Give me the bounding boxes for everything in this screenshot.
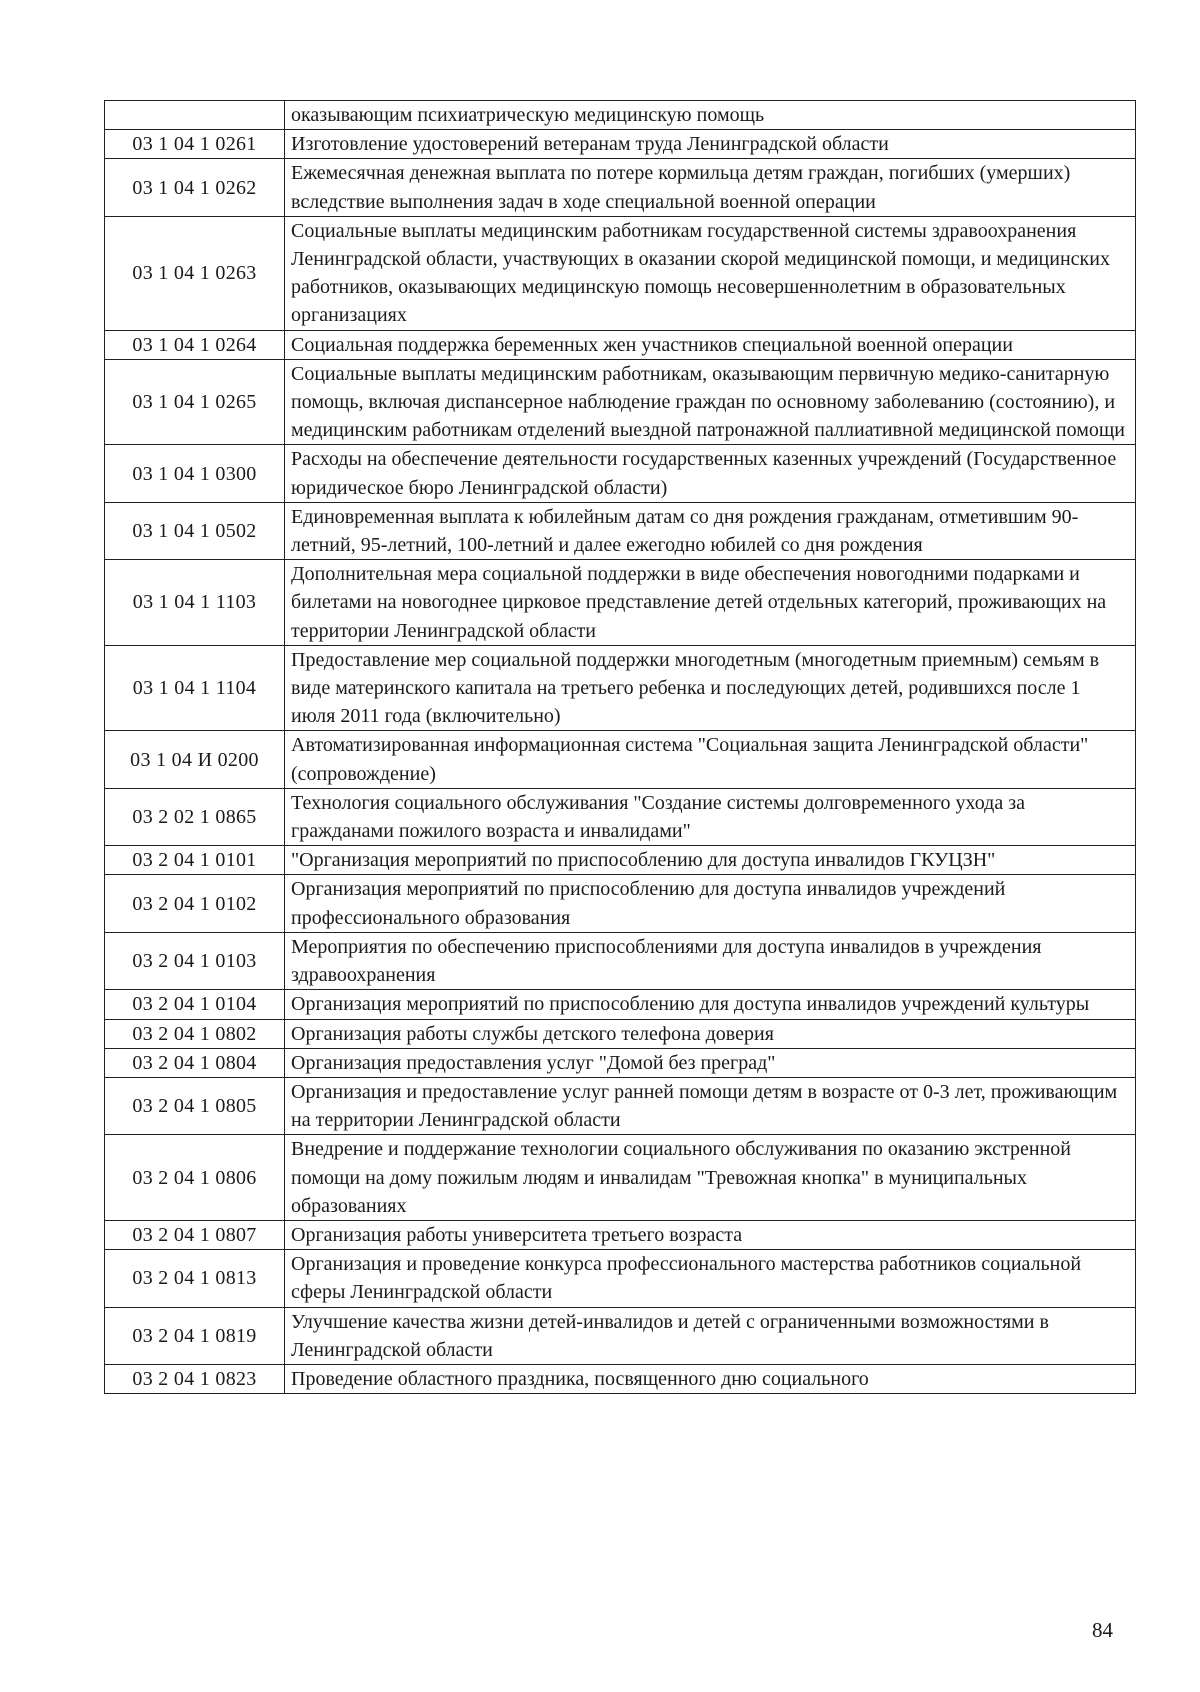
row-description: "Организация мероприятий по приспособлению для доступа инвалидов ГКУЦЗН" bbox=[285, 846, 1136, 875]
page-number: 84 bbox=[1092, 1618, 1113, 1642]
table-row bbox=[105, 560, 1136, 646]
table-row bbox=[105, 1135, 1136, 1221]
table-body bbox=[105, 101, 1136, 1394]
row-description: Автоматизированная информационная система "Социальная защита Ленинградской области" (сопровождение) bbox=[285, 731, 1136, 788]
row-code: 03 2 04 1 0804 bbox=[105, 1048, 285, 1077]
row-description: Социальная поддержка беременных жен участников специальной военной операции bbox=[285, 330, 1136, 359]
row-code: 03 2 04 1 0802 bbox=[105, 1019, 285, 1048]
row-code: 03 2 04 1 0102 bbox=[105, 875, 285, 932]
row-description: Улучшение качества жизни детей-инвалидов и детей с ограниченными возможностями в Ленинградской области bbox=[285, 1307, 1136, 1364]
row-code: 03 2 04 1 0805 bbox=[105, 1077, 285, 1134]
table-row bbox=[105, 875, 1136, 932]
row-code: 03 1 04 1 1103 bbox=[105, 560, 285, 646]
row-code: 03 1 04 1 0261 bbox=[105, 130, 285, 159]
row-code: 03 2 04 1 0104 bbox=[105, 990, 285, 1019]
row-code: 03 1 04 1 0262 bbox=[105, 159, 285, 216]
table-row bbox=[105, 932, 1136, 989]
table-row bbox=[105, 731, 1136, 788]
table-row bbox=[105, 1307, 1136, 1364]
row-description: Мероприятия по обеспечению приспособлениями для доступа инвалидов в учреждения здравоохранения bbox=[285, 932, 1136, 989]
row-description: Изготовление удостоверений ветеранам труда Ленинградской области bbox=[285, 130, 1136, 159]
table-row bbox=[105, 502, 1136, 559]
budget-codes-table bbox=[104, 100, 1136, 1394]
row-code: 03 2 04 1 0101 bbox=[105, 846, 285, 875]
row-code: 03 1 04 1 0265 bbox=[105, 359, 285, 445]
table-row bbox=[105, 101, 1136, 130]
table-row bbox=[105, 1220, 1136, 1249]
row-code: 03 2 04 1 0103 bbox=[105, 932, 285, 989]
row-description: Дополнительная мера социальной поддержки в виде обеспечения новогодними подарками и билетами на новогоднее цирковое представление детей отдельных категорий, проживающих на территории Ленинградской области bbox=[285, 560, 1136, 646]
row-code: 03 2 04 1 0819 bbox=[105, 1307, 285, 1364]
row-description: Единовременная выплата к юбилейным датам со дня рождения гражданам, отметившим 90-летний, 95-летний, 100-летний и далее ежегодно юбилей со дня рождения bbox=[285, 502, 1136, 559]
row-description: Расходы на обеспечение деятельности государственных казенных учреждений (Государственное юридическое бюро Ленинградской области) bbox=[285, 445, 1136, 502]
row-code: 03 2 04 1 0806 bbox=[105, 1135, 285, 1221]
row-code: 03 1 04 1 1104 bbox=[105, 645, 285, 731]
row-code: 03 2 04 1 0813 bbox=[105, 1250, 285, 1307]
row-code: 03 1 04 1 0300 bbox=[105, 445, 285, 502]
row-description: Ежемесячная денежная выплата по потере кормильца детям граждан, погибших (умерших) вследствие выполнения задач в ходе специальной военной операции bbox=[285, 159, 1136, 216]
row-description: Организация работы университета третьего возраста bbox=[285, 1220, 1136, 1249]
row-code: 03 1 04 1 0263 bbox=[105, 216, 285, 330]
row-code: 03 2 02 1 0865 bbox=[105, 788, 285, 845]
table-row bbox=[105, 445, 1136, 502]
table-row bbox=[105, 788, 1136, 845]
row-description: Социальные выплаты медицинским работникам государственной системы здравоохранения Ленинградской области, участвующих в оказании скорой медицинской помощи, и медицинских работников, оказывающих медицинскую помощь несовершеннолетним в образовательных организациях bbox=[285, 216, 1136, 330]
row-description: Организация мероприятий по приспособлению для доступа инвалидов учреждений культуры bbox=[285, 990, 1136, 1019]
row-description: Социальные выплаты медицинским работникам, оказывающим первичную медико-санитарную помощь, включая диспансерное наблюдение граждан по основному заболеванию (состоянию), и медицинским работникам отделений выездной патронажной паллиативной медицинской помощи bbox=[285, 359, 1136, 445]
row-description: Проведение областного праздника, посвященного дню социального bbox=[285, 1364, 1136, 1393]
row-code: 03 2 04 1 0807 bbox=[105, 1220, 285, 1249]
table-row bbox=[105, 359, 1136, 445]
table-row bbox=[105, 330, 1136, 359]
table-row bbox=[105, 1364, 1136, 1393]
table-row bbox=[105, 1019, 1136, 1048]
row-description: Предоставление мер социальной поддержки многодетным (многодетным приемным) семьям в виде материнского капитала на третьего ребенка и последующих детей, родившихся после 1 июля 2011 года (включительно) bbox=[285, 645, 1136, 731]
table-row bbox=[105, 1077, 1136, 1134]
table-row bbox=[105, 846, 1136, 875]
row-code: 03 1 04 1 0502 bbox=[105, 502, 285, 559]
row-code bbox=[105, 101, 285, 130]
row-code: 03 1 04 1 0264 bbox=[105, 330, 285, 359]
table-row bbox=[105, 216, 1136, 330]
table-row bbox=[105, 159, 1136, 216]
row-code: 03 2 04 1 0823 bbox=[105, 1364, 285, 1393]
table-row bbox=[105, 990, 1136, 1019]
row-description: Организация и предоставление услуг ранней помощи детям в возрасте от 0-3 лет, проживающим на территории Ленинградской области bbox=[285, 1077, 1136, 1134]
row-description: Организация работы службы детского телефона доверия bbox=[285, 1019, 1136, 1048]
row-description: Организация предоставления услуг "Домой без преград" bbox=[285, 1048, 1136, 1077]
table-row bbox=[105, 645, 1136, 731]
row-code: 03 1 04 И 0200 bbox=[105, 731, 285, 788]
row-description: Организация мероприятий по приспособлению для доступа инвалидов учреждений профессионального образования bbox=[285, 875, 1136, 932]
table-row bbox=[105, 1250, 1136, 1307]
row-description: оказывающим психиатрическую медицинскую помощь bbox=[285, 101, 1136, 130]
table-row bbox=[105, 130, 1136, 159]
row-description: Внедрение и поддержание технологии социального обслуживания по оказанию экстренной помощи на дому пожилым людям и инвалидам "Тревожная кнопка" в муниципальных образованиях bbox=[285, 1135, 1136, 1221]
table-row bbox=[105, 1048, 1136, 1077]
row-description: Технология социального обслуживания "Создание системы долговременного ухода за гражданами пожилого возраста и инвалидами" bbox=[285, 788, 1136, 845]
row-description: Организация и проведение конкурса профессионального мастерства работников социальной сферы Ленинградской области bbox=[285, 1250, 1136, 1307]
